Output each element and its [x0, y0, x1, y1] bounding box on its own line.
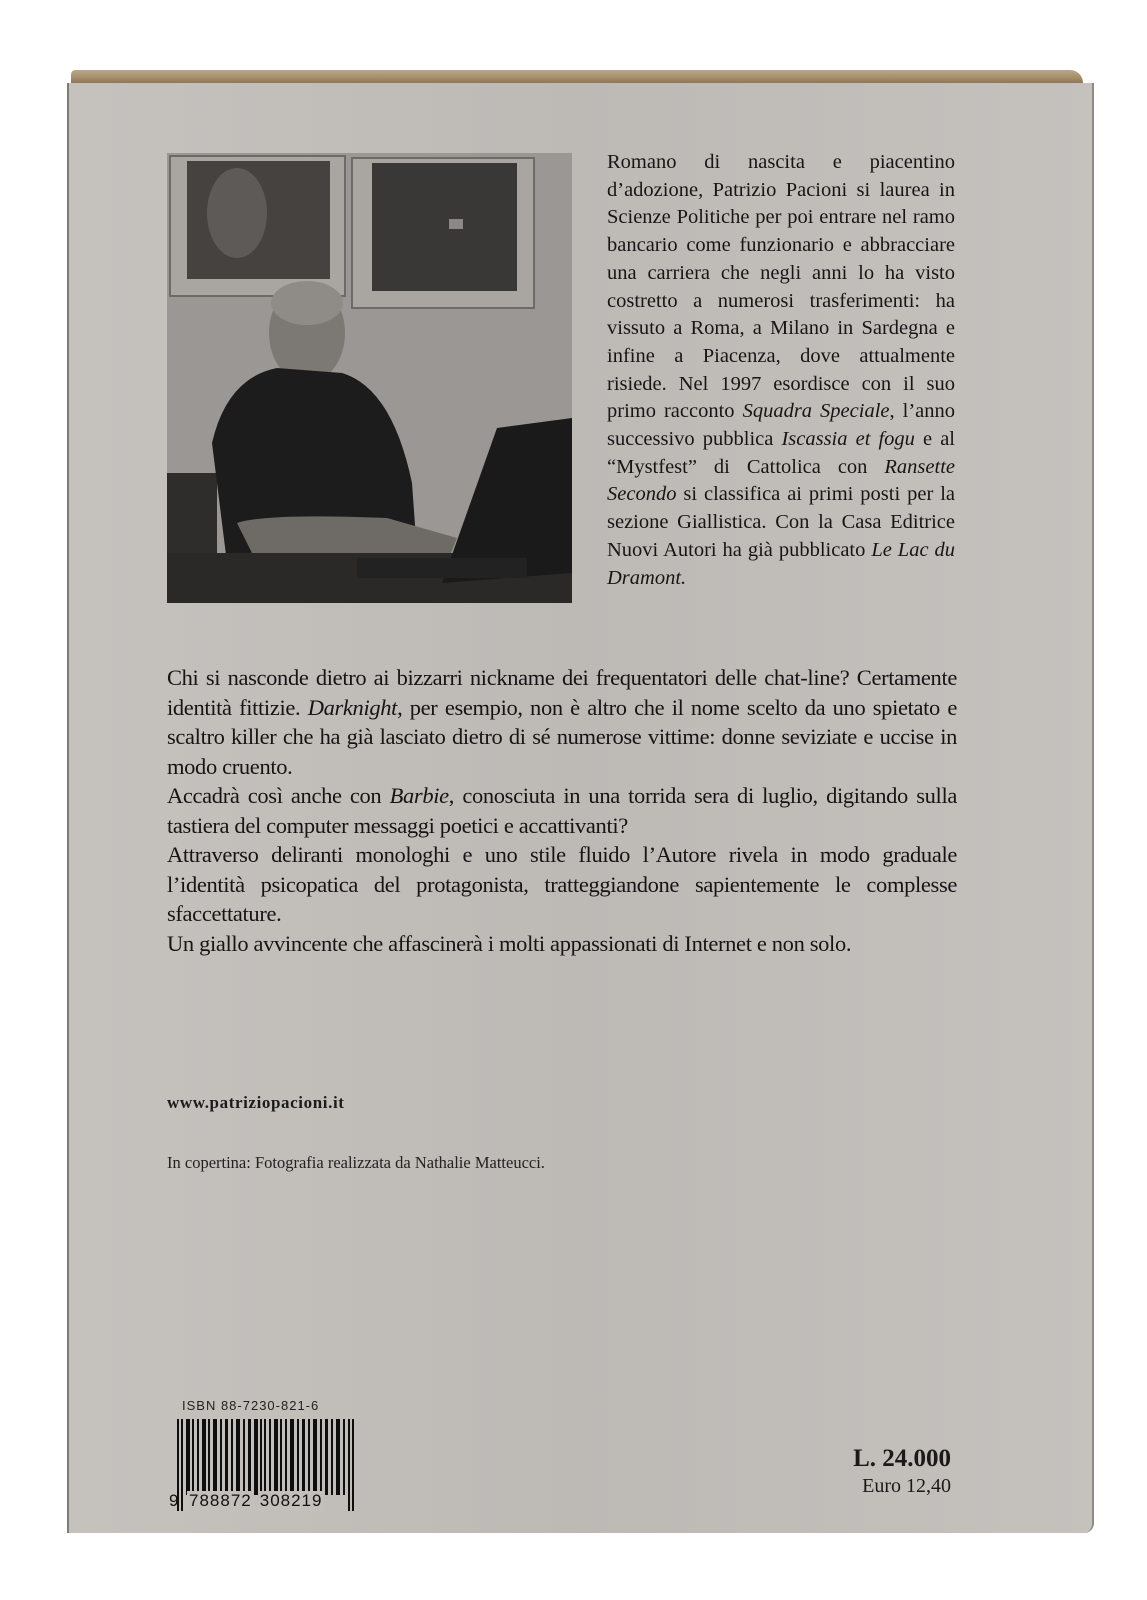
blurb-paragraph [167, 781, 957, 840]
book-blurb [167, 663, 957, 958]
price-euro: Euro 12,40 [862, 1475, 951, 1497]
barcode-digits [169, 1491, 369, 1511]
cover-photo-credit: In copertina: Fotografia realizzata da Nathalie Matteucci. [167, 1153, 545, 1172]
book-back-cover [67, 70, 1094, 1533]
book-top-edge [71, 70, 1083, 83]
bio-text-2: , l’anno successivo pubblica [607, 400, 956, 451]
author-website: www.patriziopacioni.it [167, 1093, 345, 1112]
blurb-text: , conosciuta in una torrida sera di luglio, digitando sulla tastiera del computer messaggi poetici e accattivanti? [167, 783, 957, 838]
bio-title-iscassia: Iscassia et fogu [781, 428, 915, 451]
bio-text-1: Romano di nascita e piacentino d’adozione, Patrizio Pacioni si laurea in Scienze Politiche per poi entrare nel ramo bancario come funzionario e abbracciare una carriera che negli anni lo ha visto costretto a numerosi trasferimenti: ha vissuto a Roma, a Milano in Sardegna e infine a Piacenza, dove attualmente risiede. Nel 1997 esordisce con il suo primo racconto [607, 151, 955, 423]
barcode-digits-right: 308219 [259, 1491, 323, 1510]
bio-text-3: e al “Mystfest” di Cattolica con [607, 428, 956, 478]
blurb-paragraph [167, 840, 957, 929]
author-photo-illustration [167, 153, 572, 603]
cover-surface [67, 83, 1094, 1533]
blurb-nickname-darknight: Darknight [307, 694, 398, 720]
bio-title-squadra-speciale: Squadra Speciale [742, 400, 890, 423]
blurb-text: , per esempio, non è altro che il nome scelto da uno spietato e scaltro killer che ha già lasciato dietro di sé numerose vittime: donne seviziate e uccise in modo cruento. [167, 694, 957, 779]
barcode-digit-first: 9 [169, 1491, 179, 1510]
blurb-paragraph [167, 929, 957, 959]
bio-title-ransette: Ransette Secondo [607, 455, 955, 506]
blurb-text: Accadrà così anche con [167, 783, 390, 808]
blurb-paragraph [167, 663, 957, 781]
blurb-text: Un giallo avvincente che affascinerà i molti appassionati di Internet e non solo. [167, 930, 852, 956]
author-photo [167, 153, 572, 603]
blurb-nickname-barbie: Barbie [389, 783, 449, 808]
isbn-label: ISBN 88-7230-821-6 [182, 1398, 320, 1413]
barcode-digits-left: 788872 [189, 1491, 252, 1510]
blurb-text: Attraverso deliranti monologhi e uno stile fluido l’Autore rivela in modo graduale l’identità psicopatica del protagonista, tratteggiandone sapientemente le complesse sfaccettature. [167, 842, 957, 926]
author-bio [607, 149, 955, 592]
price-lire: L. 24.000 [853, 1445, 951, 1472]
bio-text-4: si classifica ai primi posti per la sezione Giallistica. Con la Casa Editrice Nuovi Autori ha già pubblicato [607, 483, 955, 561]
blurb-text: Chi si nasconde dietro ai bizzarri nickname dei frequentatori delle chat-line? Certamente identità fittizie. [167, 665, 957, 720]
bio-title-le-lac: Le Lac du Dramont. [607, 538, 955, 589]
